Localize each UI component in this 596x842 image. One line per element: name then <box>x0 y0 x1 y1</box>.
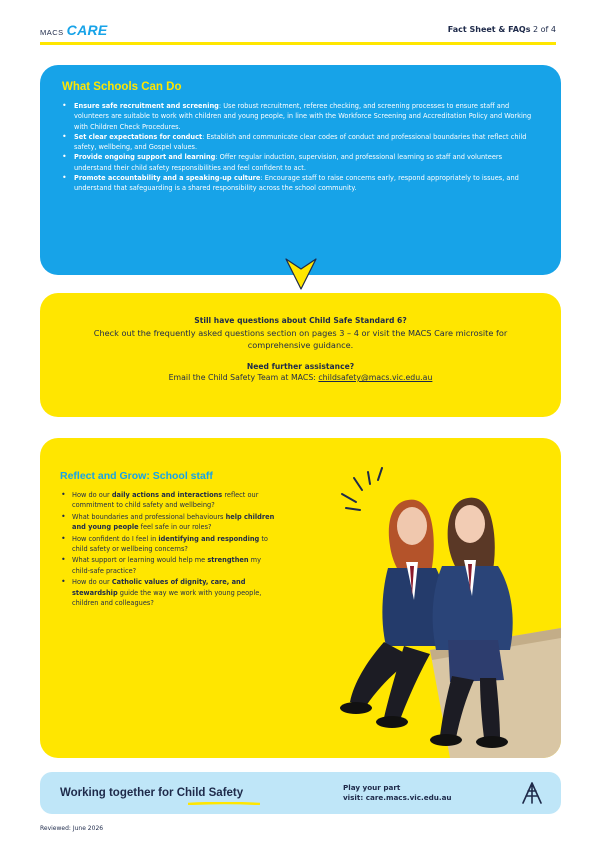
macs-emblem-icon <box>520 782 544 804</box>
schools-action-list <box>62 101 539 194</box>
item-text: feel safe in our roles? <box>138 523 212 532</box>
footer-banner <box>40 772 561 814</box>
item-heading: Promote accountability and a speaking-up culture <box>74 174 261 183</box>
yellow-underline-decoration <box>188 802 260 805</box>
item-emphasis: help children and young people <box>72 512 275 532</box>
list-item <box>62 101 539 132</box>
page-header <box>0 0 596 50</box>
section-title: What Schools Can Do <box>62 81 182 93</box>
item-text: What boundaries and professional behaviours <box>72 512 226 521</box>
item-emphasis: identifying and responding <box>158 534 260 543</box>
list-item <box>60 577 275 608</box>
item-text: : Encourage staff to raise concerns early, respond appropriately to issues, and understand that safeguarding is a shared responsibility across the school community. <box>74 174 519 193</box>
assistance-title: Need further assistance? <box>246 362 355 371</box>
website-link[interactable]: visit: care.macs.vic.edu.au <box>343 793 452 802</box>
reviewed-date: Reviewed: June 2026 <box>40 825 104 832</box>
list-item <box>62 152 539 173</box>
item-text: : Offer regular induction, supervision, and professional learning so staff and volunteers understand their child safety responsibilities and feel confident to act. <box>74 153 503 172</box>
students-photo <box>280 450 561 758</box>
item-text: reflect our commitment to child safety and wellbeing? <box>72 491 259 510</box>
header-divider <box>40 42 556 45</box>
page-indicator <box>448 25 556 34</box>
list-item <box>60 512 275 533</box>
item-emphasis: Catholic values of dignity, care, and stewardship <box>72 578 246 597</box>
item-text: my child-safe practice? <box>72 556 261 575</box>
play-your-part-text: Play your part <box>343 783 401 792</box>
item-text: How do our <box>72 578 112 587</box>
reflect-question-list <box>60 490 275 608</box>
page-number: 2 of 4 <box>533 25 556 34</box>
questions-title: Still have questions about Child Safe Standard 6? <box>194 316 407 325</box>
item-emphasis: daily actions and interactions <box>111 491 223 499</box>
list-item <box>62 173 539 194</box>
item-text: to child safety or wellbeing concerns? <box>72 534 268 554</box>
email-prefix: Email the Child Safety Team at MACS: <box>168 373 319 382</box>
list-item <box>60 490 275 511</box>
questions-text: Check out the frequently asked questions section on pages 3 – 4 or visit the MACS Care microsite for comprehensive guidance. <box>93 328 508 350</box>
item-text: : Use robust recruitment, referee checking, and screening processes to ensure staff and volunteers are suitable to work with children and young people, in line with the Workforce Screening and Accreditation Policy and Working with Children Check Procedures. <box>74 102 532 131</box>
list-item <box>62 132 539 153</box>
logo-prefix: MACS <box>40 28 64 37</box>
footer-title: Working together for Child Safety <box>60 787 244 799</box>
questions-panel <box>40 293 561 417</box>
item-text: How confident do I feel in <box>72 534 159 543</box>
item-text: What support or learning would help me <box>72 556 208 565</box>
reflect-and-grow-panel <box>40 438 561 758</box>
list-item <box>60 534 275 555</box>
email-link[interactable]: childsafety@macs.vic.edu.au <box>318 373 433 382</box>
down-arrow-icon <box>283 256 319 292</box>
macs-care-logo <box>40 22 108 38</box>
item-text: guide the way we work with young people, children and colleagues? <box>72 588 262 608</box>
item-heading: Provide ongoing support and learning <box>74 153 216 162</box>
item-text: How do our <box>72 491 112 499</box>
logo-brand: CARE <box>66 22 108 38</box>
item-emphasis: strengthen <box>207 556 249 565</box>
item-heading: Set clear expectations for conduct <box>74 132 203 141</box>
what-schools-can-do-panel <box>40 65 561 275</box>
reflect-title: Reflect and Grow: School staff <box>60 470 213 482</box>
list-item <box>60 555 275 576</box>
sheet-label: Fact Sheet & FAQs <box>447 25 531 34</box>
footer-cta <box>343 783 452 803</box>
item-heading: Ensure safe recruitment and screening <box>74 102 219 110</box>
email-line <box>40 372 561 384</box>
sparkle-lines-icon <box>342 468 382 510</box>
item-text: : Establish and communicate clear codes of conduct and professional boundaries that reflect child safety, wellbeing, and Gospel values. <box>74 132 527 152</box>
